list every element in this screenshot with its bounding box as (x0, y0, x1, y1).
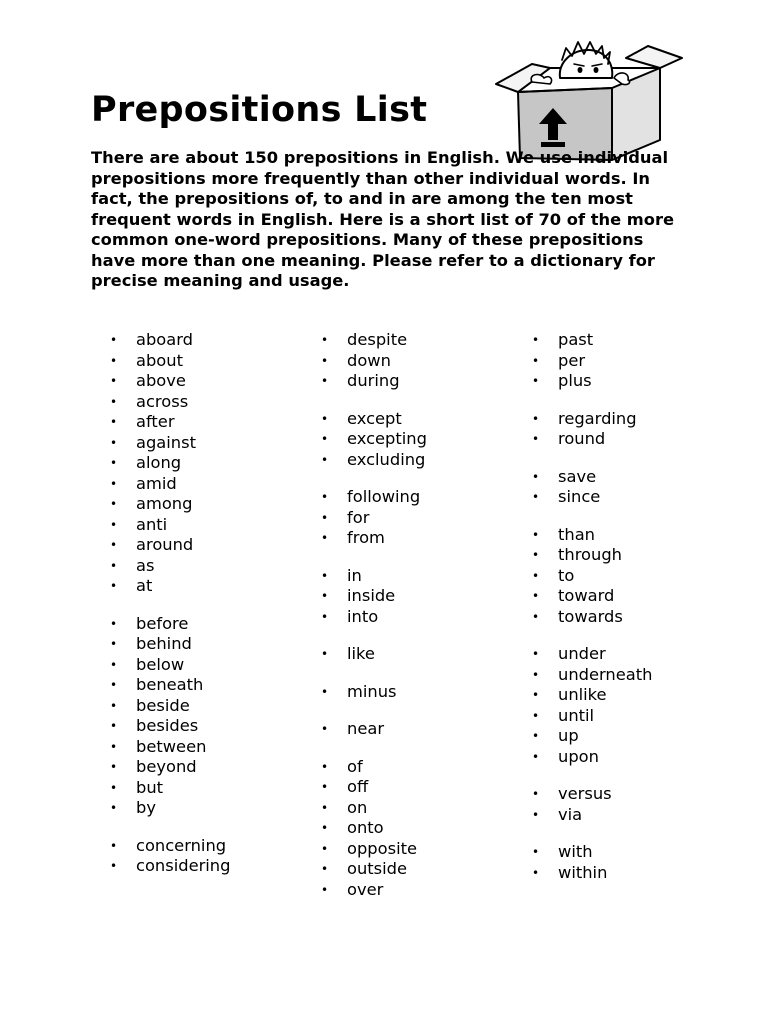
preposition-group (321, 566, 521, 628)
preposition-group-list (532, 409, 732, 450)
preposition-group-list (321, 757, 521, 901)
preposition-item: • down (321, 351, 521, 372)
preposition-item: • under (532, 644, 732, 665)
preposition-item: • for (321, 508, 521, 529)
preposition-item: • around (110, 535, 310, 556)
preposition-group (110, 330, 310, 597)
preposition-group-list (532, 525, 732, 628)
preposition-item: • excluding (321, 450, 521, 471)
preposition-group-list (321, 330, 521, 392)
preposition-item: • upon (532, 747, 732, 768)
preposition-group (532, 330, 732, 392)
preposition-item: • during (321, 371, 521, 392)
preposition-group-list (321, 682, 521, 703)
preposition-item: • between (110, 737, 310, 758)
preposition-item: • round (532, 429, 732, 450)
preposition-item: • considering (110, 856, 310, 877)
preposition-item: • amid (110, 474, 310, 495)
preposition-item: • until (532, 706, 732, 727)
preposition-item: • underneath (532, 665, 732, 686)
preposition-item: • as (110, 556, 310, 577)
preposition-item: • besides (110, 716, 310, 737)
preposition-item: • at (110, 576, 310, 597)
preposition-item: • within (532, 863, 732, 884)
preposition-item: • from (321, 528, 521, 549)
preposition-group-list (321, 644, 521, 665)
preposition-item: • per (532, 351, 732, 372)
preposition-group (532, 644, 732, 767)
preposition-group-list (110, 836, 310, 877)
character-left-hand (531, 75, 551, 84)
preposition-item: • through (532, 545, 732, 566)
preposition-item: • despite (321, 330, 521, 351)
preposition-item: • before (110, 614, 310, 635)
preposition-item: • off (321, 777, 521, 798)
character-head-icon (560, 42, 612, 78)
preposition-item: • beneath (110, 675, 310, 696)
preposition-item: • among (110, 494, 310, 515)
preposition-item: • like (321, 644, 521, 665)
preposition-item: • along (110, 453, 310, 474)
page-title: Prepositions List (91, 90, 428, 130)
preposition-item: • about (110, 351, 310, 372)
preposition-item: • towards (532, 607, 732, 628)
preposition-column-2 (321, 330, 521, 917)
preposition-item: • plus (532, 371, 732, 392)
preposition-column-1 (110, 330, 310, 894)
preposition-group (321, 644, 521, 665)
preposition-column-3 (532, 330, 732, 900)
preposition-item: • concerning (110, 836, 310, 857)
preposition-item: • to (532, 566, 732, 587)
preposition-item: • versus (532, 784, 732, 805)
preposition-item: • into (321, 607, 521, 628)
preposition-group (532, 525, 732, 628)
preposition-group (321, 719, 521, 740)
preposition-item: • with (532, 842, 732, 863)
preposition-item: • below (110, 655, 310, 676)
preposition-group-list (110, 614, 310, 819)
preposition-item: • minus (321, 682, 521, 703)
preposition-item: • of (321, 757, 521, 778)
preposition-group-list (532, 330, 732, 392)
preposition-item: • but (110, 778, 310, 799)
character-right-hand (614, 73, 630, 85)
preposition-item: • anti (110, 515, 310, 536)
intro-paragraph: There are about 150 prepositions in English. We use individual prepositions more frequently than other individual words. In fact, the prepositions of, to and in are among the ten most frequent words in English. Here is a short list of 70 of the more common one-word prepositions. Many of these prepositions have more than one meaning. Please refer to a dictionary for precise meaning and usage. (91, 148, 675, 290)
preposition-item: • across (110, 392, 310, 413)
preposition-item: • beyond (110, 757, 310, 778)
preposition-group (532, 409, 732, 450)
preposition-group (321, 487, 521, 549)
preposition-item: • unlike (532, 685, 732, 706)
preposition-group (532, 842, 732, 883)
preposition-group-list (321, 409, 521, 471)
preposition-item: • outside (321, 859, 521, 880)
preposition-group-list (532, 467, 732, 508)
preposition-group (321, 330, 521, 392)
preposition-item: • over (321, 880, 521, 901)
box-right-flap (626, 46, 682, 68)
preposition-item: • since (532, 487, 732, 508)
preposition-item: • save (532, 467, 732, 488)
box-illustration (492, 38, 688, 164)
preposition-group (532, 784, 732, 825)
preposition-group (321, 682, 521, 703)
preposition-item: • onto (321, 818, 521, 839)
preposition-group (110, 614, 310, 819)
preposition-group-list (110, 330, 310, 597)
preposition-item: • than (532, 525, 732, 546)
preposition-item: • after (110, 412, 310, 433)
preposition-item: • except (321, 409, 521, 430)
preposition-item: • toward (532, 586, 732, 607)
preposition-group-list (532, 784, 732, 825)
preposition-item: • via (532, 805, 732, 826)
preposition-group-list (532, 842, 732, 883)
preposition-item: • inside (321, 586, 521, 607)
preposition-item: • against (110, 433, 310, 454)
preposition-item: • opposite (321, 839, 521, 860)
preposition-item: • near (321, 719, 521, 740)
preposition-item: • up (532, 726, 732, 747)
preposition-item: • excepting (321, 429, 521, 450)
preposition-item: • regarding (532, 409, 732, 430)
preposition-item: • in (321, 566, 521, 587)
preposition-item: • behind (110, 634, 310, 655)
preposition-group (532, 467, 732, 508)
preposition-item: • aboard (110, 330, 310, 351)
preposition-item: • past (532, 330, 732, 351)
preposition-item: • above (110, 371, 310, 392)
preposition-item: • by (110, 798, 310, 819)
preposition-group (321, 409, 521, 471)
preposition-group (321, 757, 521, 901)
preposition-item: • following (321, 487, 521, 508)
preposition-group-list (532, 644, 732, 767)
preposition-item: • beside (110, 696, 310, 717)
preposition-group-list (321, 487, 521, 549)
preposition-group (110, 836, 310, 877)
preposition-item: • on (321, 798, 521, 819)
preposition-group-list (321, 719, 521, 740)
preposition-group-list (321, 566, 521, 628)
